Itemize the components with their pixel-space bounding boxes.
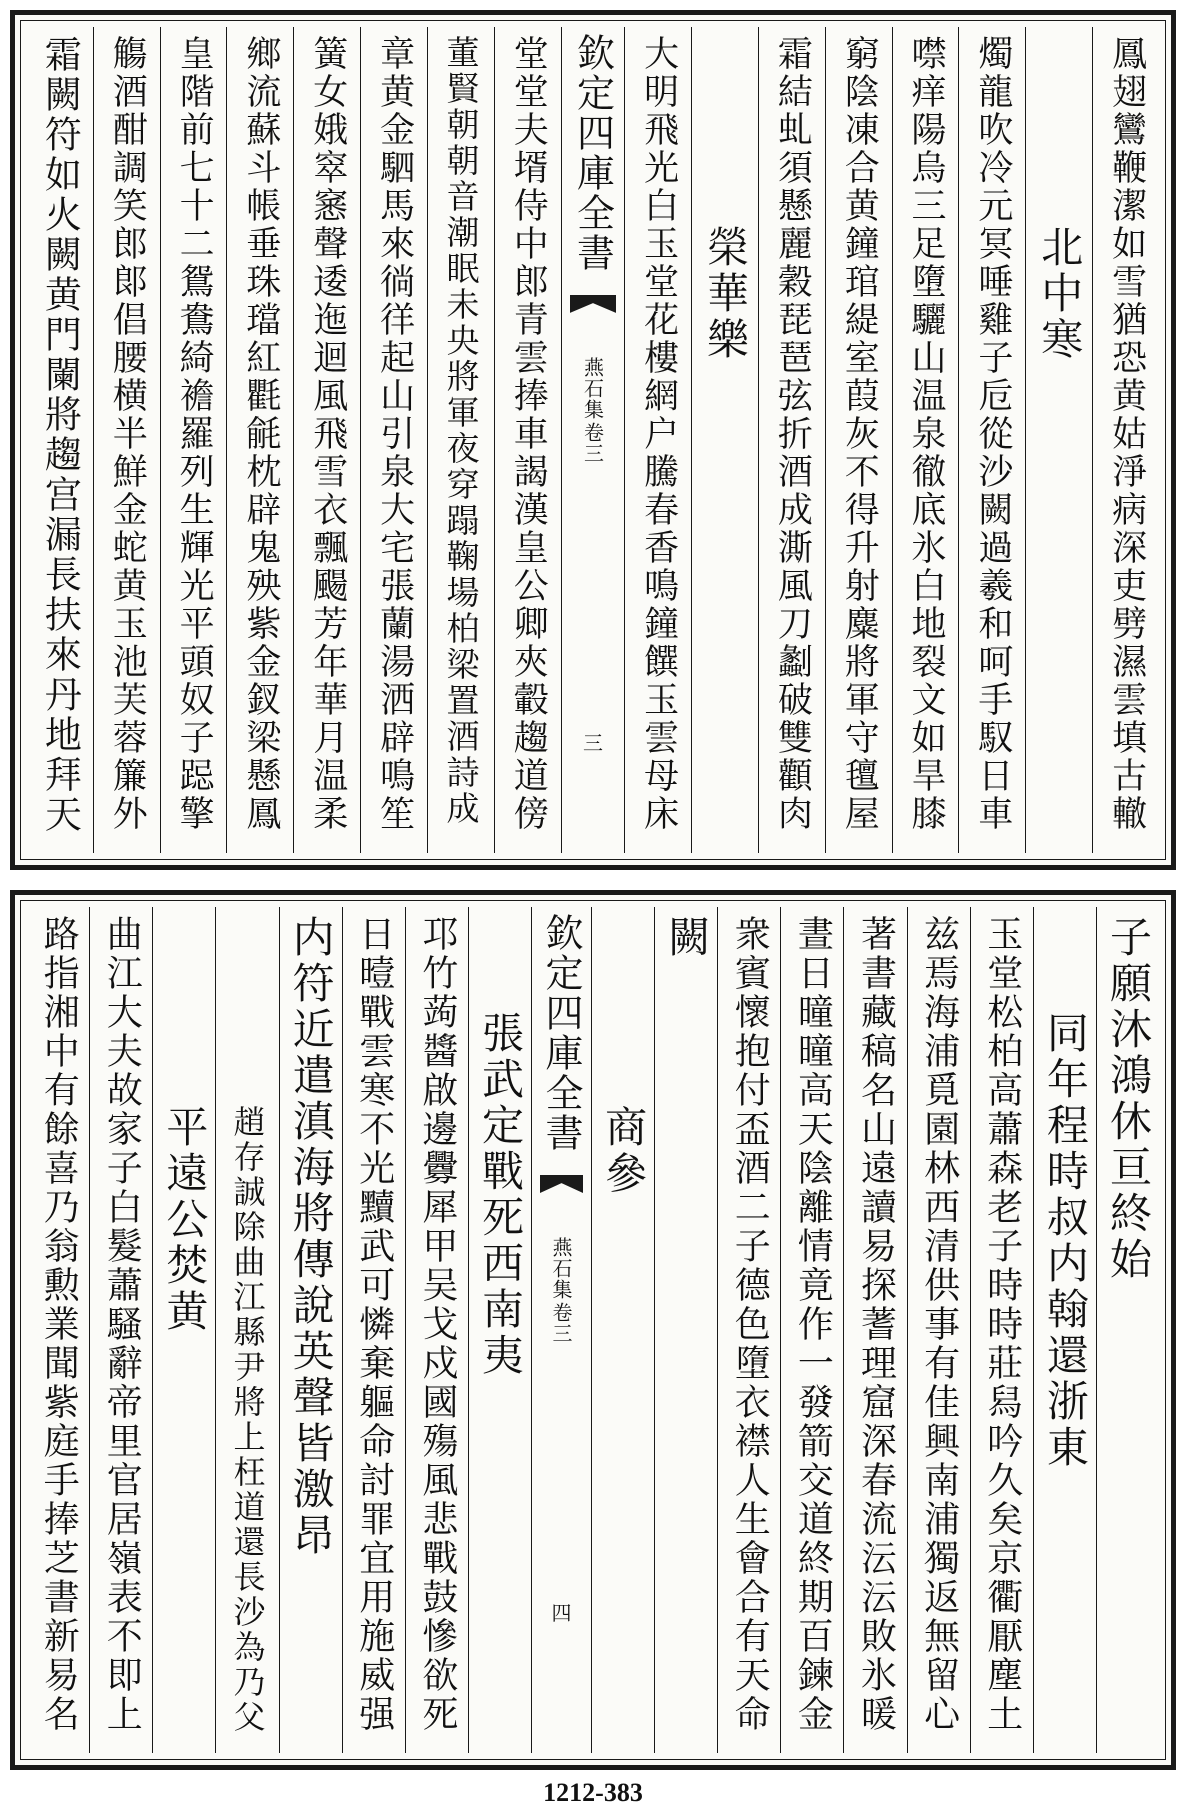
column-text: 董賢朝朝音潮眠未央將軍夜穿蹋鞠場柏梁置酒詩成: [441, 35, 481, 827]
text-column: [428, 27, 495, 853]
collection-name: 燕石集: [549, 1237, 574, 1300]
leaf-number: 三: [582, 731, 603, 755]
column-text: 鳳翅鸞鞭潔如雪猶恐黄姑淨病深吏劈濕雲填古轍: [1106, 35, 1147, 833]
text-column: [153, 907, 216, 1753]
text-column: [971, 907, 1034, 1753]
column-text: 章黄金駟馬來徜徉起山引泉大宅張蘭湯洒辟鳴笙: [374, 35, 415, 833]
column-text: 兹焉海浦覓園林西清供事有佳興南浦獨返無留心: [918, 915, 960, 1734]
text-column: [161, 27, 228, 853]
text-column: [826, 27, 893, 853]
text-column: [469, 907, 532, 1753]
column-text: 皇階前七十二鴛鴦綺襜羅列生輝光平頭奴子跽擎: [174, 35, 215, 833]
column-text: 玉堂松柏高蕭森老子時時莊舄吟久矣京衢厭塵土: [981, 915, 1023, 1734]
text-column: [294, 27, 361, 853]
text-column: [495, 27, 562, 853]
column-text: 子願沐鴻休亘終始: [1103, 915, 1153, 1283]
text-column: [90, 907, 153, 1753]
column-text: 榮華樂: [701, 225, 751, 363]
text-column: [759, 27, 826, 853]
text-column: [406, 907, 469, 1753]
text-column: [908, 907, 971, 1753]
text-column: [94, 27, 161, 853]
column-text: 噤痒陽烏三足墮驪山温泉徹底氷白地裂文如旱膝: [906, 35, 947, 833]
bottom-page-columns: [27, 907, 1159, 1753]
bottom-page: [10, 890, 1176, 1770]
book-title: 欽定四庫全書: [539, 913, 584, 1153]
text-column: [781, 907, 844, 1753]
column-text: 路指湘中有餘喜乃翁勲業聞紫庭手捧芝書新易名: [38, 915, 80, 1734]
column-text: 商參: [599, 1105, 649, 1197]
column-text: 窮陰凍合黄鐘琯緹室葭灰不得升射麋將軍守氊屋: [839, 35, 880, 833]
text-column: [592, 907, 655, 1753]
top-page-columns: [27, 27, 1159, 853]
text-column: [227, 27, 294, 853]
center-fold-column: [562, 27, 626, 853]
center-fold-column: [532, 907, 592, 1753]
column-text: 平遠公焚黄: [160, 1105, 210, 1335]
text-column: [1034, 907, 1097, 1753]
volume-name: 卷三: [549, 1302, 574, 1344]
text-column: [1097, 907, 1159, 1753]
book-title: 欽定四庫全書: [570, 33, 615, 273]
column-text: 北中寒: [1035, 225, 1085, 363]
collection-name: 燕石集: [580, 357, 605, 420]
fishtail-mark: [570, 295, 617, 313]
text-column: [655, 907, 718, 1753]
column-text: 著書藏稿名山遠讀易探蓍理窟深春流沄沄敗氷暖: [855, 915, 897, 1734]
text-column: [1093, 27, 1159, 853]
column-text: 堂堂夫壻侍中郎青雲捧車謁漢皇公卿夾轂趨道傍: [508, 35, 549, 833]
column-text: 同年程時叔内翰還浙東: [1040, 1011, 1090, 1471]
leaf-number: 四: [551, 1601, 572, 1625]
text-column: [216, 907, 279, 1753]
column-text: 簧女娥窣窸聲逶迤迴風飛雪衣飄颺芳年華月温柔: [307, 35, 348, 833]
column-text: 大明飛光白玉堂花樓網户騰春香鳴鐘饌玉雲母床: [638, 35, 679, 833]
text-column: [343, 907, 406, 1753]
column-text: 邛竹蒟醬啟邊釁犀甲吴戈戍國殤風悲戰鼓慘欲死: [416, 915, 458, 1734]
text-column: [844, 907, 907, 1753]
text-column: [280, 907, 343, 1753]
text-column: [692, 27, 759, 853]
column-text: 鄉流蘇斗帳垂珠璫紅氍毹枕辟鬼殃紫金釵梁懸鳳: [240, 35, 281, 833]
column-text: 霜闕符如火闕黄門闌將趨宫漏長扶來丹地拜天: [38, 35, 82, 835]
text-column: [625, 27, 692, 853]
column-text: 晝日曈曈高天陰離情竟作一發箭交道終期百鍊金: [792, 915, 834, 1734]
text-column: [959, 27, 1026, 853]
column-text: 衆賓懷抱付盃酒二子德色墮衣襟人生會合有天命: [729, 915, 771, 1734]
page-number: 1212-383: [543, 1778, 643, 1807]
text-column: [718, 907, 781, 1753]
fishtail-mark: [540, 1175, 583, 1193]
volume-name: 卷三: [580, 422, 605, 464]
text-column: [361, 27, 428, 853]
text-column: [1026, 27, 1093, 853]
text-column: [27, 27, 94, 853]
text-column: [27, 907, 90, 1753]
text-column: [893, 27, 960, 853]
column-text: 燭龍吹冷元冥唾雞子卮從沙闕過羲和呵手馭日車: [972, 35, 1013, 833]
column-text: 曲江大夫故家子白髮蕭騷辭帝里官居嶺表不即上: [101, 915, 143, 1734]
column-text: 日曀戰雲寒不光黷武可憐棄軀命討罪宜用施威强: [353, 915, 395, 1734]
column-text: 霜結虬須懸麗穀琵琶弦折酒成澌風刀劙破雙顴肉: [772, 35, 813, 833]
column-text: 觴酒酣調笑郎郞倡腰横半鮮金蛇黄玉池芙蓉簾外: [107, 35, 148, 833]
top-page: [10, 10, 1176, 870]
column-text: 内符近遣滇海將傳說英聲皆激昂: [286, 915, 336, 1559]
column-text: 闕: [662, 915, 712, 961]
column-text: 張武定戰死西南夷: [475, 1011, 525, 1379]
column-text: 趙存誠除曲江縣尹將上枉道還長沙為乃父: [228, 1105, 267, 1735]
